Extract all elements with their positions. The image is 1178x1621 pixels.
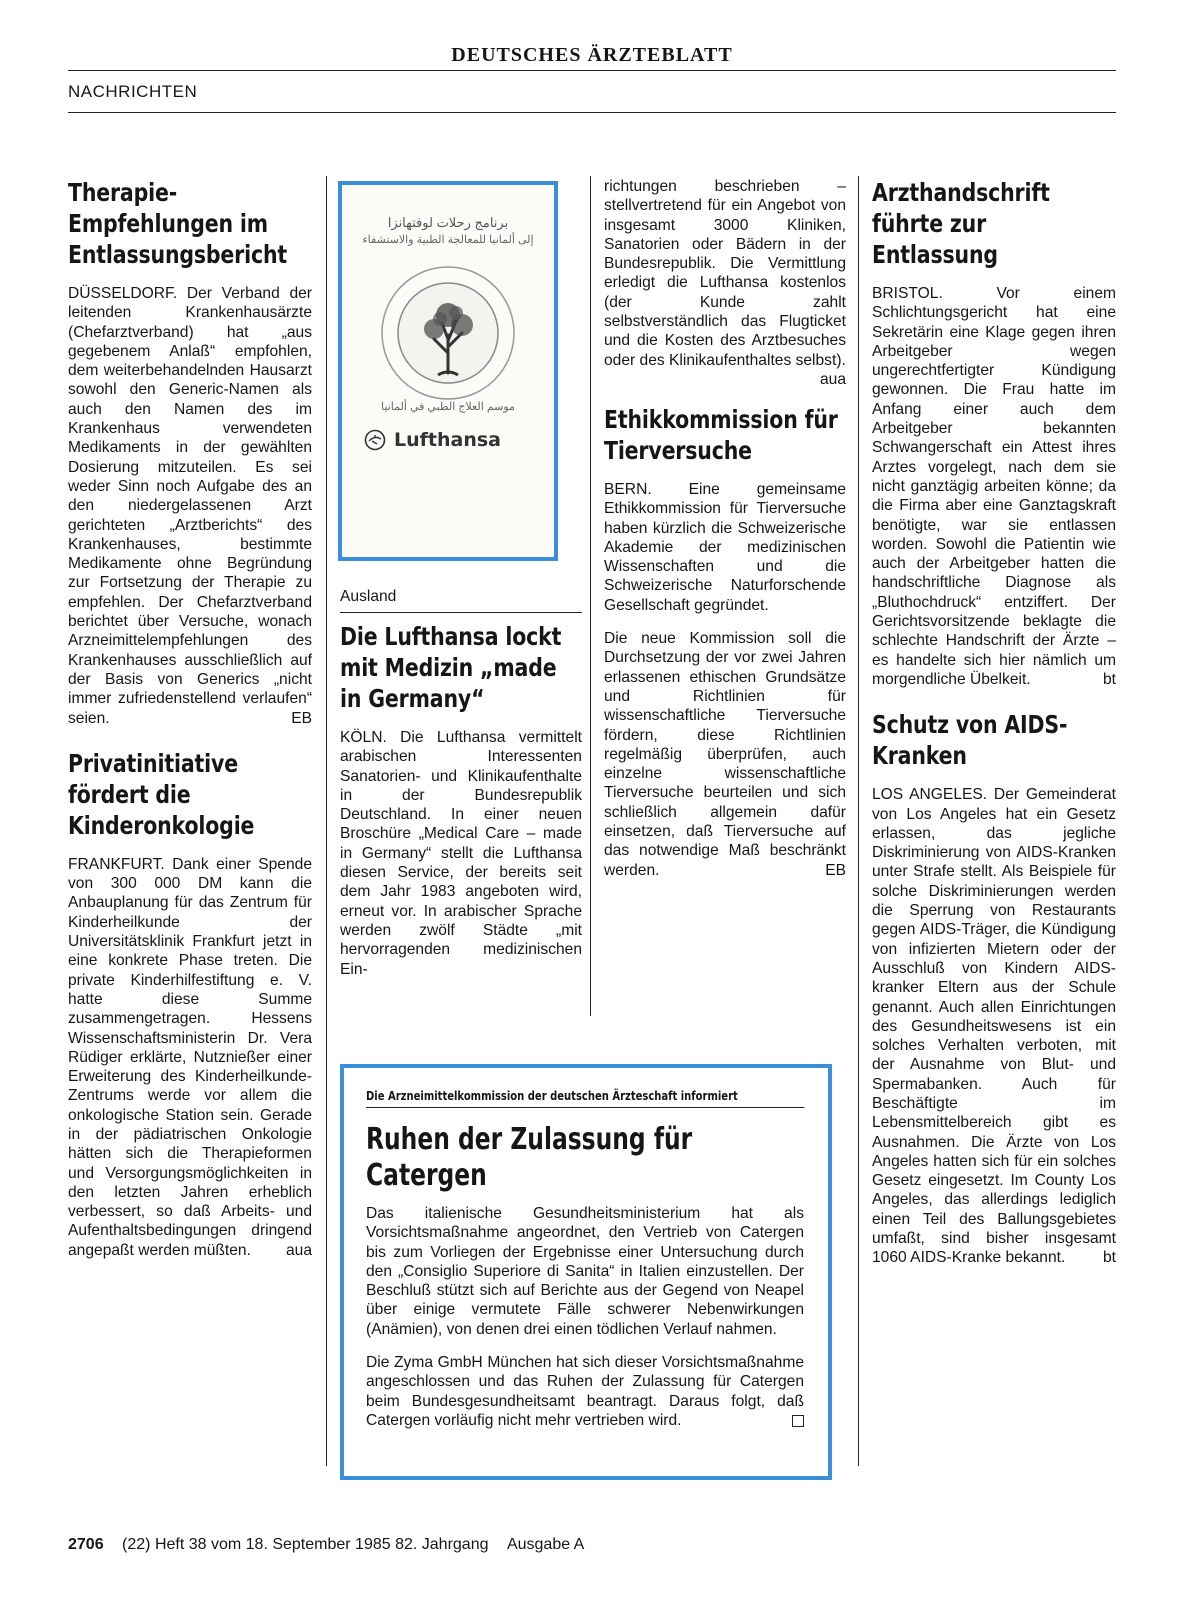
column-3 [604,177,846,894]
article-aids-body [872,785,1116,1267]
column-rule-1 [326,176,327,1466]
article-aids-text: LOS ANGELES. Der Gemeinderat von Los Angeles hat ein Gesetz erlassen, das jegliche Diskriminierung von AIDS-Kranken unter Strafe stellt. Als Beispiele für solche Diskriminierungen werden die Sperrung von Restaurants gegen AIDS-Träger, die Kündigung von infizierten Mietern oder der Ausschluß von Kindern AIDS-kranker Eltern aus der Schule genannt. Auch allen Einrichtungen des Gesundheitswesens ist ein solches Verhalten verboten, mit der Ausnahme von Blut- und Spermabanken. Auch für Beschäftigte im Lebensmittelbereich gibt es Ausnahmen. Die Ärzte von Los Angeles hatten sich für ein solches Gesetz eingesetzt. Im County Los Angeles, das allerdings lediglich einen Teil des Ballungsgebietes umfaßt, sind bisher insgesamt 1060 AIDS-Kranke bekannt. [872,786,1116,1267]
section-rule [68,112,1116,113]
article-ethik-p1: BERN. Eine gemeinsame Ethikkommission für Tierversuche haben kürzlich die Schweizerische Akademie der medizinischen Wissenschaften und die Schweizerische Naturforschende Gesellschaft gegründet. [604,480,846,614]
ad-arabic-title: برنامج رحلات لوفتهانزا [387,215,509,230]
page-number: 2706 [68,1536,104,1553]
tree-emblem-icon [372,263,524,403]
edition: Ausgabe A [506,1536,585,1553]
signature: EB [291,709,312,727]
signature: EB [825,861,846,879]
page-footer [68,1536,584,1554]
kicker-rule [340,612,582,613]
end-mark-icon [792,1415,804,1427]
notice-p2-text: Die Zyma GmbH München hat sich dieser Vorsichtsmaßnahme angeschlossen und das Ruhen der Zulassung für Catergen beim Bundesgesundheitsamt beantragt. Daraus folgt, daß Catergen vorläufig nicht mehr vertrieben wird. [366,1354,804,1429]
column-rule-3 [858,176,859,1466]
article-privatinitiative-text: FRANKFURT. Dank einer Spende von 300 000 DM kann die Anbauplanung für das Zentrum für Kinderheilkunde der Universitätsklinik Frankfurt jetzt in eine konkrete Phase treten. Die private Kinderhilfestiftung e. V. hatte diese Summe zusammengetragen. Hessens Wissenschaftsministerin Dr. Vera Rüdiger erklärte, Nutznießer einer Erweiterung des Kinderheilkunde-Zentrums werde vor allem die onkologische Station sein. Gerade in der pädiatrischen Onkologie hätten sich die Therapieformen und Versorgungsmöglichkeiten in den letzten Jahren erheblich verbessert, so daß Arbeits- und Aufenthaltsbedingungen dringend angepaßt werden müßten. [68,855,312,1259]
article-lufthansa-body: KÖLN. Die Lufthansa vermittelt arabischen Interessenten Sanatorien- und Klinikaufenthalte in der Bundesrepublik Deutschland. In einer neuen Broschüre „Medical Care – made in Germany“ stellt die Lufthansa diesen Service, der bereits seit dem Jahr 1983 angeboten wird, erneut vor. In arabischer Sprache werden zwölf Städte „mit hervorragenden medizinischen Ein- [340,729,582,978]
signature: bt [1102,670,1116,688]
issue-info: (22) Heft 38 vom 18. September 1985 82. Jahrgang [122,1536,489,1553]
kicker-ausland: Ausland [340,588,397,605]
notice-kicker: Die Arzneimittelkommission der deutschen Ärzteschaft informiert [366,1088,804,1108]
headline-arzthandschrift: Arzthandschrift führte zur Entlassung [872,178,1050,269]
crane-logo-icon [364,429,386,451]
notice-headline: Ruhen der Zulassung für Catergen [366,1122,693,1193]
column-rule-2 [590,176,591,1016]
notice-p2 [366,1353,804,1430]
article-arzthandschrift-body [872,284,1116,689]
lufthansa-brochure-image [338,181,558,561]
headline-lufthansa: Die Lufthansa lockt mit Medizin „made in Germany“ [340,622,562,713]
signature: bt [1102,1249,1116,1267]
ad-brand-name: Lufthansa [394,429,501,451]
column-2 [340,588,582,993]
signature: aua [819,370,846,388]
column-1 [68,177,312,1274]
article-therapie-text: DÜSSELDORF. Der Verband der leitenden Krankenhausärzte (Chefarztverband) hat „aus gegebenem Anlaß“ empfohlen, dem weiterbehandelnden Hausarzt sowohl den Generic-Namen als auch den Namen des im Krankenhaus verwendeten Medikaments in der gewählten Dosierung mitzuteilen. Es sei weder Sinn noch Aufgabe des an den niedergelassenen Arzt gerichteten „Arztberichts“ des Krankenhauses, bestimmte Medikamente ohne Begründung zur Fortsetzung der Therapie zu empfehlen. Der Chefarztverband berichtet über Versuche, wonach Arzneimittelempfehlungen des Krankenhauses ausschließlich auf der Basis von Generics „nicht immer zufriedenstellend verlaufen“ seien. [68,285,312,727]
notice-p1: Das italienische Gesundheitsministerium hat als Vorsichtsmaßnahme angeordnet, den Vertrieb von Catergen bis zum Vorliegen der Ergebnisse einer Untersuchung durch den „Consiglio Superiore di Sanita“ in Italien einzustellen. Der Beschluß stützt sich auf Berichte aus der Gegend von Neapel über einige vermutete Fälle schwerer Nebenwirkungen (Anämien), von denen drei einen tödlichen Verlauf nahmen. [366,1205,804,1338]
notice-box [340,1064,832,1480]
article-lufthansa-continuation [604,177,846,388]
article-arzthandschrift-text: BRISTOL. Vor einem Schlichtungsgericht hat eine Sekretärin eine Klage gegen ihren Arbeitgeber wegen ungerechtfertigter Kündigung gewonnen. Die Frau hatte im Anfang einer auch dem Arbeitgeber bekannten Schwangerschaft ein Attest ihres Arztes vorgelegt, nach dem sie nicht ganztägig arbeiten könne; da die Firma aber eine Ganztagskraft benötigte, war sie entlassen worden. Sowohl die Patientin wie auch der Arbeitgeber hatten die handschriftliche Diagnose als „Bluthochdruck“ entziffert. Der Gerichtsvorsitzende beklagte die schlechte Handschrift der Ärzte – es handelte sich hier nämlich um morgendliche Übelkeit. [872,285,1116,688]
article-therapie-body [68,284,312,728]
article-lufthansa-continuation-text: richtungen beschrieben – stellvertretend für ein Angebot von insgesamt 3000 Kliniken, Sanatorien oder Bädern in der Bundesrepublik. Die Vermittlung erledigt die Lufthansa kostenlos (der Kunde zahlt selbstverständlich das Flugticket und die Kosten des Arztbesuches oder des Klinikaufenthaltes selbst). [604,178,846,369]
article-ethik-p2 [604,629,846,880]
masthead-rule [68,70,1116,71]
section-label: NACHRICHTEN [68,82,198,101]
ad-arabic-subtitle: إلى ألمانيا للمعالجة الطبية والاستشفاء [362,234,534,246]
article-ethik-p2-text: Die neue Kommission soll die Durchsetzung der vor zwei Jahren erlassenen ethischen Grundsätze und Richtlinien für wissenschaftliche Tierversuche fördern, diese Richtlinien regelmäßig überprüfen, auch einzelne wissenschaftliche Tierversuche beurteilen und sich schließlich allgemein dafür einsetzen, daß Tierversuche auf das notwendige Maß beschränkt werden. [604,630,846,879]
signature: aua [285,1241,312,1259]
headline-therapie: Therapie-Empfehlungen im Entlassungsbericht [68,178,288,269]
lufthansa-logo [364,429,501,451]
headline-ethik: Ethikkommission für Tierversuche [604,404,838,465]
headline-privatinitiative: Privatinitiative fördert die Kinderonkologie [68,748,255,840]
article-privatinitiative-body [68,855,312,1260]
ad-arabic-tagline: موسم العلاج الطبي في ألمانيا [381,401,515,413]
masthead: DEUTSCHES ÄRZTEBLATT [451,44,733,66]
column-4 [872,177,1116,1282]
headline-aids: Schutz von AIDS-Kranken [872,710,1068,771]
